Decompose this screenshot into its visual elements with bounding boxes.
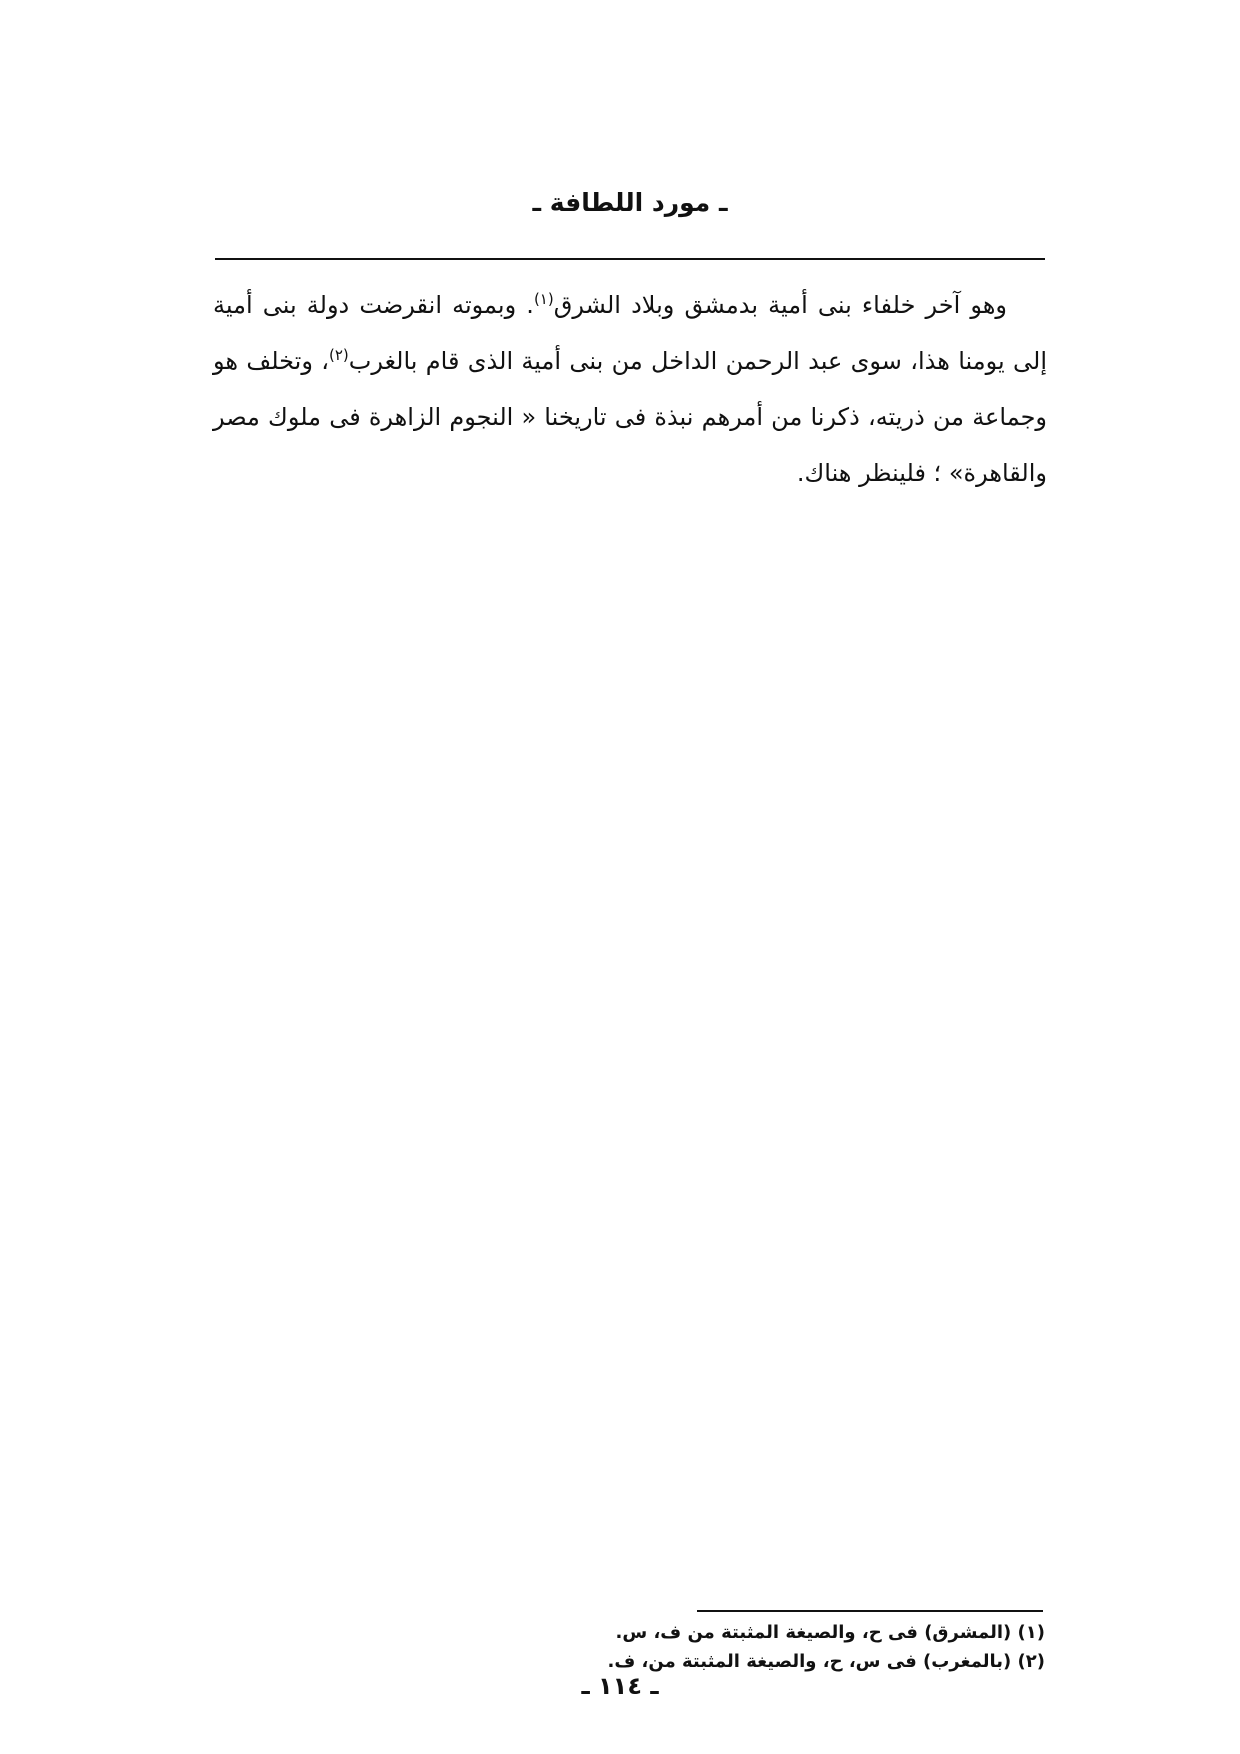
- body-text-part-3: ، وتخلف هو وجماعة من ذريته، ذكرنا من أمرهم نبذة فى تاريخنا « النجوم الزاهرة فى ملوك مصر والقاهرة» ؛ فلينظر هناك.: [213, 347, 1047, 487]
- body-paragraph: [213, 277, 1047, 501]
- footnotes: [445, 1618, 1045, 1676]
- page-number: ـ ١١٤ ـ: [581, 1672, 659, 1700]
- footnote-2: (٢) (بالمغرب) فى س، ح، والصيغة المثبتة من، ف.: [607, 1651, 1045, 1672]
- footnote-ref-2: (٢): [328, 346, 349, 364]
- footnote-rule: [697, 1610, 1043, 1612]
- footnote-ref-1: (١): [533, 290, 554, 308]
- footnote-1: (١) (المشرق) فى ح، والصيغة المثبتة من ف، س.: [615, 1622, 1045, 1643]
- body-text-part-2: . وبموته انقرضت دولة بنى أمية إلى يومنا هذا، سوى عبد الرحمن الداخل من بنى أمية الذى قام بالغرب: [213, 291, 1048, 375]
- body-text-part-1: وهو آخر خلفاء بنى أمية بدمشق وبلاد الشرق: [553, 291, 1007, 319]
- header-rule: [215, 258, 1045, 260]
- running-head: ـ مورد اللطافة ـ: [532, 188, 728, 217]
